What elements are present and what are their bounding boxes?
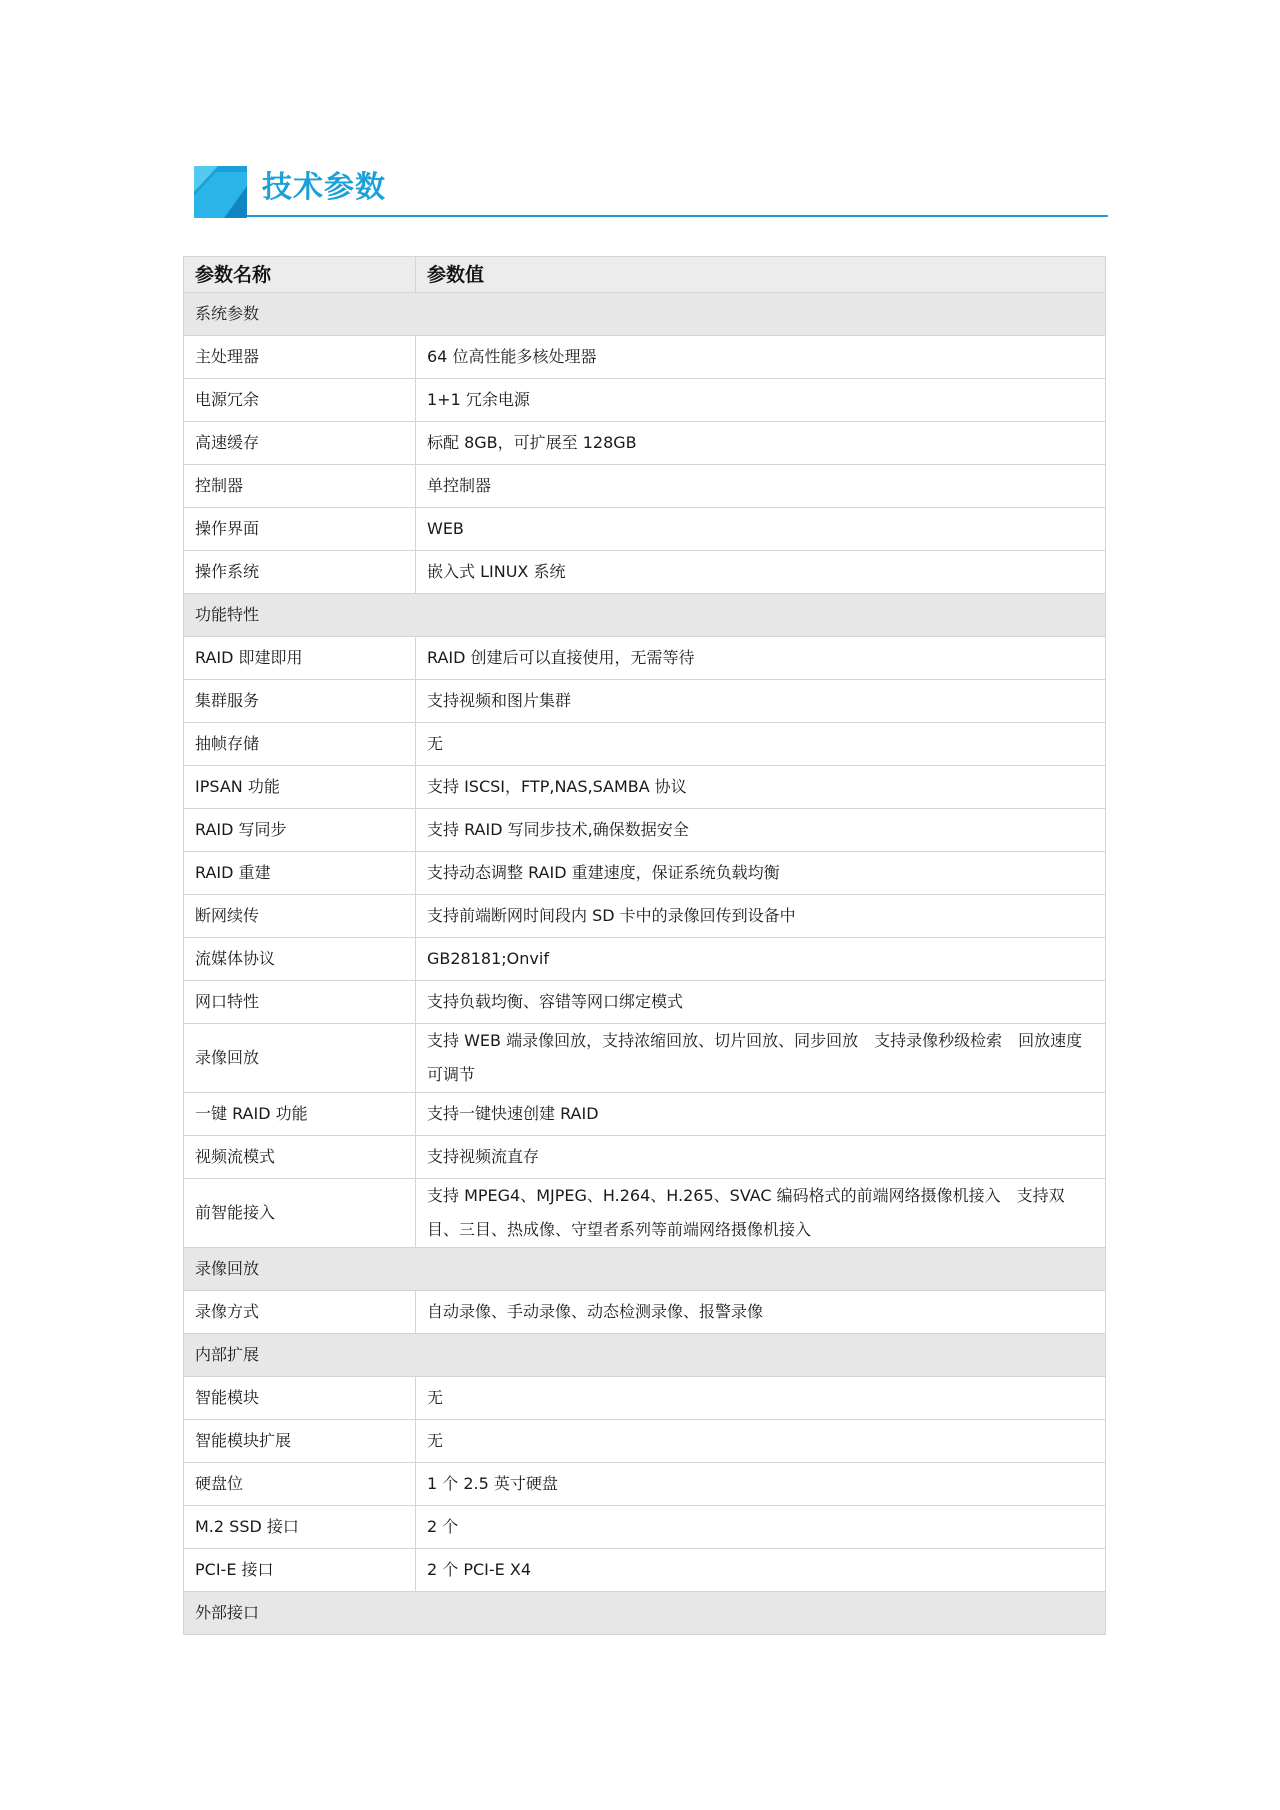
spec-table-body [184,293,1106,1635]
param-name: 一键 RAID 功能 [184,1093,416,1136]
group-row [184,293,1106,336]
table-row [184,895,1106,938]
group-row [184,1592,1106,1635]
table-row [184,1549,1106,1592]
param-value: 支持视频流直存 [416,1136,1106,1179]
table-row [184,1420,1106,1463]
table-row [184,1291,1106,1334]
param-value: WEB [416,508,1106,551]
group-row [184,1334,1106,1377]
param-value: 嵌入式 LINUX 系统 [416,551,1106,594]
param-name: RAID 写同步 [184,809,416,852]
column-header-value: 参数值 [416,257,1106,293]
param-value: 无 [416,1420,1106,1463]
param-name: 录像方式 [184,1291,416,1334]
param-name: 流媒体协议 [184,938,416,981]
param-name: 抽帧存储 [184,723,416,766]
group-title: 功能特性 [184,594,1106,637]
group-title: 外部接口 [184,1592,1106,1635]
param-name: 智能模块扩展 [184,1420,416,1463]
param-value: 支持一键快速创建 RAID [416,1093,1106,1136]
param-value: 支持 WEB 端录像回放，支持浓缩回放、切片回放、同步回放 支持录像秒级检索 回放速度可调节 [416,1024,1106,1093]
table-row [184,1136,1106,1179]
table-row [184,1506,1106,1549]
param-value: 2 个 PCI-E X4 [416,1549,1106,1592]
param-name: 操作界面 [184,508,416,551]
param-name: 智能模块 [184,1377,416,1420]
param-name: 视频流模式 [184,1136,416,1179]
param-value: 自动录像、手动录像、动态检测录像、报警录像 [416,1291,1106,1334]
group-title: 系统参数 [184,293,1106,336]
title-divider [247,215,1108,217]
param-name: 高速缓存 [184,422,416,465]
table-row [184,766,1106,809]
param-value: 支持 RAID 写同步技术,确保数据安全 [416,809,1106,852]
param-name: 主处理器 [184,336,416,379]
table-row [184,938,1106,981]
table-row [184,1093,1106,1136]
param-value: 1 个 2.5 英寸硬盘 [416,1463,1106,1506]
param-name: 集群服务 [184,680,416,723]
table-row [184,637,1106,680]
param-value: RAID 创建后可以直接使用，无需等待 [416,637,1106,680]
param-name: 硬盘位 [184,1463,416,1506]
table-row [184,1024,1106,1093]
table-row [184,809,1106,852]
param-value: 64 位高性能多核处理器 [416,336,1106,379]
table-row [184,422,1106,465]
param-value: 2 个 [416,1506,1106,1549]
param-name: 录像回放 [184,1024,416,1093]
table-row [184,981,1106,1024]
table-row [184,336,1106,379]
param-value: 支持视频和图片集群 [416,680,1106,723]
param-name: PCI-E 接口 [184,1549,416,1592]
param-value: 无 [416,723,1106,766]
table-row [184,508,1106,551]
param-name: M.2 SSD 接口 [184,1506,416,1549]
table-row [184,680,1106,723]
table-row [184,1179,1106,1248]
param-name: IPSAN 功能 [184,766,416,809]
param-value: 支持 MPEG4、MJPEG、H.264、H.265、SVAC 编码格式的前端网络摄像机接入 支持双目、三目、热成像、守望者系列等前端网络摄像机接入 [416,1179,1106,1248]
param-name: 网口特性 [184,981,416,1024]
param-name: 控制器 [184,465,416,508]
param-value: 支持负载均衡、容错等网口绑定模式 [416,981,1106,1024]
page-title: 技术参数 [262,170,386,205]
param-value: 支持动态调整 RAID 重建速度，保证系统负载均衡 [416,852,1106,895]
table-row [184,551,1106,594]
param-value: 标配 8GB，可扩展至 128GB [416,422,1106,465]
section-marker-icon [194,166,247,218]
section-header [194,166,1108,218]
table-row [184,465,1106,508]
column-header-name: 参数名称 [184,257,416,293]
param-name: 断网续传 [184,895,416,938]
param-value: 支持 ISCSI，FTP,NAS,SAMBA 协议 [416,766,1106,809]
param-name: RAID 重建 [184,852,416,895]
group-row [184,594,1106,637]
param-name: RAID 即建即用 [184,637,416,680]
table-row [184,852,1106,895]
param-name: 电源冗余 [184,379,416,422]
table-row [184,379,1106,422]
param-value: 单控制器 [416,465,1106,508]
param-value: 支持前端断网时间段内 SD 卡中的录像回传到设备中 [416,895,1106,938]
group-title: 内部扩展 [184,1334,1106,1377]
spec-table [183,256,1106,1635]
table-row [184,1463,1106,1506]
table-row [184,1377,1106,1420]
table-header-row [184,257,1106,293]
param-name: 前智能接入 [184,1179,416,1248]
param-name: 操作系统 [184,551,416,594]
group-row [184,1248,1106,1291]
param-value: 1+1 冗余电源 [416,379,1106,422]
table-row [184,723,1106,766]
group-title: 录像回放 [184,1248,1106,1291]
param-value: GB28181;Onvif [416,938,1106,981]
param-value: 无 [416,1377,1106,1420]
